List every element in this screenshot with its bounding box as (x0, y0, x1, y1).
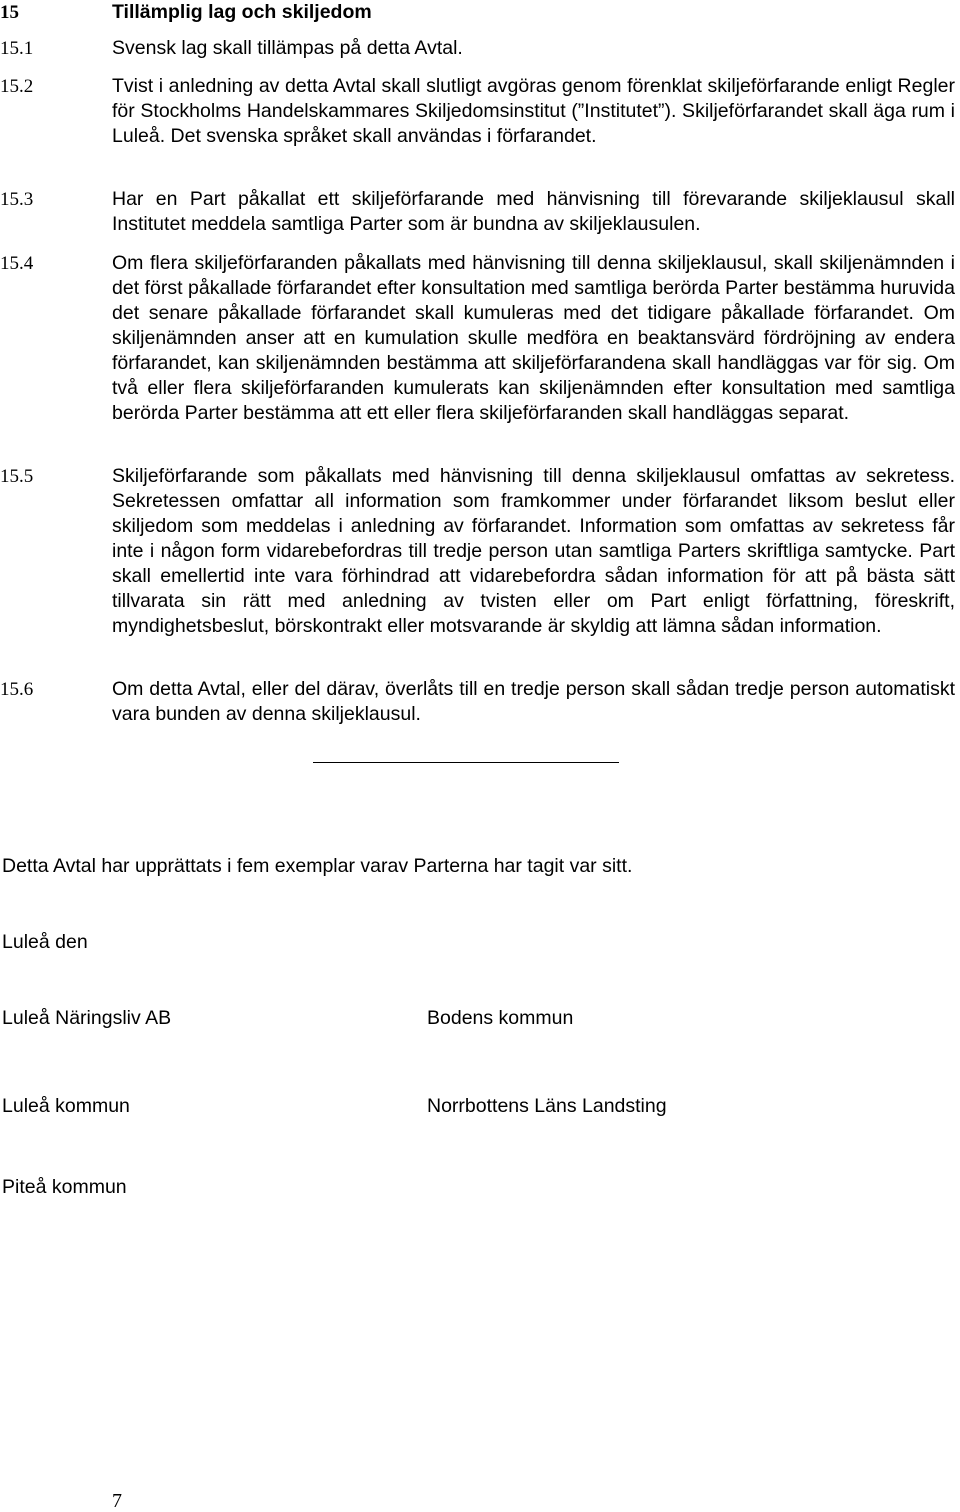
clause-number: 15.5 (0, 466, 34, 487)
signatory-lulea-kommun: Luleå kommun (2, 1095, 130, 1117)
page-number: 7 (112, 1490, 122, 1512)
clause-text: Om flera skiljeförfaranden påkallats med hänvisning till denna skiljeklausul, skall skiljenämnden i det först påkallade förfarandet efter konsultation med samtliga berörda Parter bestämma huruvida det senare påkallade förfarandet skall kumuleras med det tidigare påkallade förfarandet. Om skiljenämnden anser att en kumulation skulle medföra en beaktansvärd fördröjning av endera förfarandet, kan skiljenämnden bestämma att skiljeförfarandena skall handläggas var för sig. Om två eller flera skiljeförfaranden kumulerats kan skiljenämnden efter konsultation med samtliga berörda Parter bestämma att ett eller flera skiljeförfaranden skall handläggas separat. (112, 252, 955, 424)
section-title: Tillämplig lag och skiljedom (112, 1, 372, 23)
signatory-bodens-kommun: Bodens kommun (427, 1007, 574, 1029)
clause-text: Om detta Avtal, eller del därav, överlåts till en tredje person skall sådan tredje person automatiskt vara bunden av denna skiljeklausul. (112, 678, 955, 725)
clause-number: 15.2 (0, 76, 34, 97)
clause-number: 15.1 (0, 38, 34, 59)
place-date-line: Luleå den (2, 931, 88, 953)
clause-text: Har en Part påkallat ett skiljeförfarande med hänvisning till förevarande skiljeklausul skall Institutet meddela samtliga Parter som är bundna av skiljeklausulen. (112, 188, 955, 235)
section-heading (0, 0, 960, 26)
closing-statement: Detta Avtal har upprättats i fem exemplar varav Parterna har tagit var sitt. (2, 855, 633, 877)
signatory-lulea-naringsliv: Luleå Näringsliv AB (2, 1007, 172, 1029)
clause-text: Svensk lag skall tillämpas på detta Avtal. (112, 37, 463, 59)
clause-number: 15.3 (0, 189, 34, 210)
clause-number: 15.4 (0, 253, 34, 274)
clause-number: 15.6 (0, 679, 34, 700)
section-number: 15 (0, 2, 19, 23)
signatory-pitea-kommun: Piteå kommun (2, 1176, 127, 1198)
separator-line (313, 762, 619, 763)
signatory-norrbottens-lans-landsting: Norrbottens Läns Landsting (427, 1095, 667, 1117)
clause-text: Tvist i anledning av detta Avtal skall slutligt avgöras genom förenklat skiljeförfarande enligt Regler för Stockholms Handelskammares Skiljedomsinstitut (”Institutet”). Skiljeförfarandet skall äga rum i Luleå. Det svenska språket skall användas i förfarandet. (112, 75, 955, 147)
clause-text: Skiljeförfarande som påkallats med hänvisning till denna skiljeklausul omfattas av sekretess. Sekretessen omfattar all information som framkommer under förfarandet liksom beslut eller skiljedom som meddelas i anledning av förfarandet. Information som omfattas av sekretess får inte i någon form vidarebefordras till tredje person utan samtliga Parters skriftliga samtycke. Part skall emellertid inte vara förhindrad att vidarebefordra sådan information för att på bästa sätt tillvarata sin rätt med anledning av tvisten eller om Part enligt författning, föreskrift, myndighetsbeslut, börskontrakt eller motsvarande är skyldig att lämna sådan information. (112, 465, 955, 637)
